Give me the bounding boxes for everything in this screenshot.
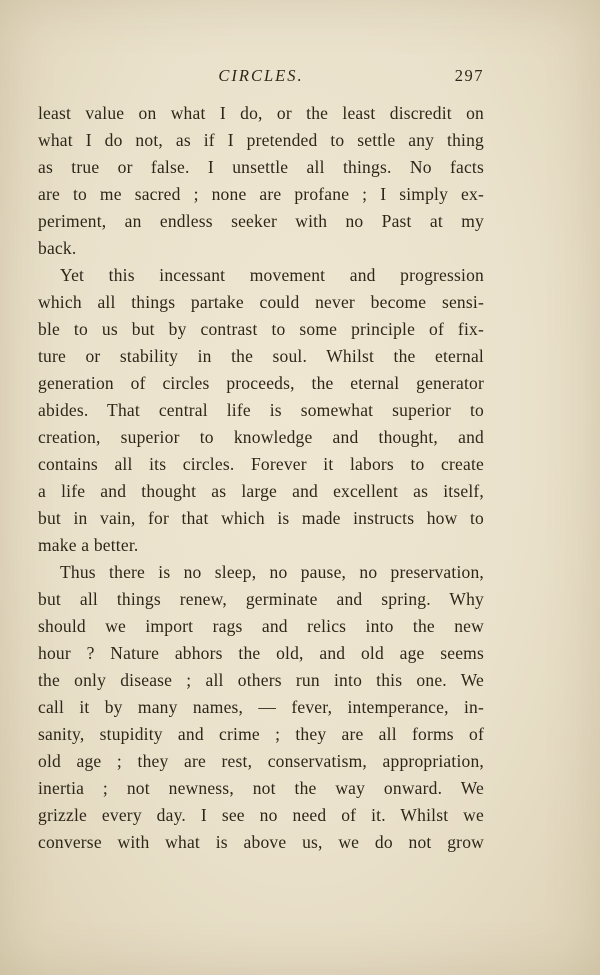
text-line: Yet this incessant movement and progression — [60, 265, 484, 285]
page-header — [38, 66, 484, 90]
text-line: what I do not, as if I pretended to settle any thing — [38, 130, 484, 150]
text-line: least value on what I do, or the least discredit on — [38, 103, 484, 123]
text-line: the only disease ; all others run into this one. We — [38, 670, 484, 690]
text-line: ble to us but by contrast to some principle of fix- — [38, 319, 484, 339]
text-line: sanity, stupidity and crime ; they are all forms of — [38, 724, 484, 744]
text-line: which all things partake could never become sensi- — [38, 292, 484, 312]
text-line: should we import rags and relics into the new — [38, 616, 484, 636]
text-line: hour ? Nature abhors the old, and old age seems — [38, 643, 484, 663]
text-line: as true or false. I unsettle all things. No facts — [38, 157, 484, 177]
text-line: ture or stability in the soul. Whilst the eternal — [38, 346, 484, 366]
text-line: are to me sacred ; none are profane ; I simply ex- — [38, 184, 484, 204]
text-line: a life and thought as large and excellent as itself, — [38, 481, 484, 501]
text-line: Thus there is no sleep, no pause, no preservation, — [60, 562, 484, 582]
text-line: make a better. — [38, 535, 139, 555]
text-line: generation of circles proceeds, the eternal generator — [38, 373, 484, 393]
text-line: converse with what is above us, we do not grow — [38, 832, 484, 852]
text-line: old age ; they are rest, conservatism, appropriation, — [38, 751, 484, 771]
text-line: creation, superior to knowledge and thought, and — [38, 427, 484, 447]
text-line: grizzle every day. I see no need of it. Whilst we — [38, 805, 484, 825]
text-line: call it by many names, — fever, intemperance, in- — [38, 697, 484, 717]
text-line: abides. That central life is somewhat superior to — [38, 400, 484, 420]
text-line: but in vain, for that which is made instructs how to — [38, 508, 484, 528]
text-line: inertia ; not newness, not the way onward. We — [38, 778, 484, 798]
text-line: but all things renew, germinate and spring. Why — [38, 589, 484, 609]
page-text — [38, 100, 484, 856]
page-number: 297 — [454, 66, 484, 85]
text-line: periment, an endless seeker with no Past at my — [38, 211, 484, 231]
text-line: contains all its circles. Forever it labors to create — [38, 454, 484, 474]
text-line: back. — [38, 238, 77, 258]
running-title: CIRCLES. — [218, 66, 304, 85]
